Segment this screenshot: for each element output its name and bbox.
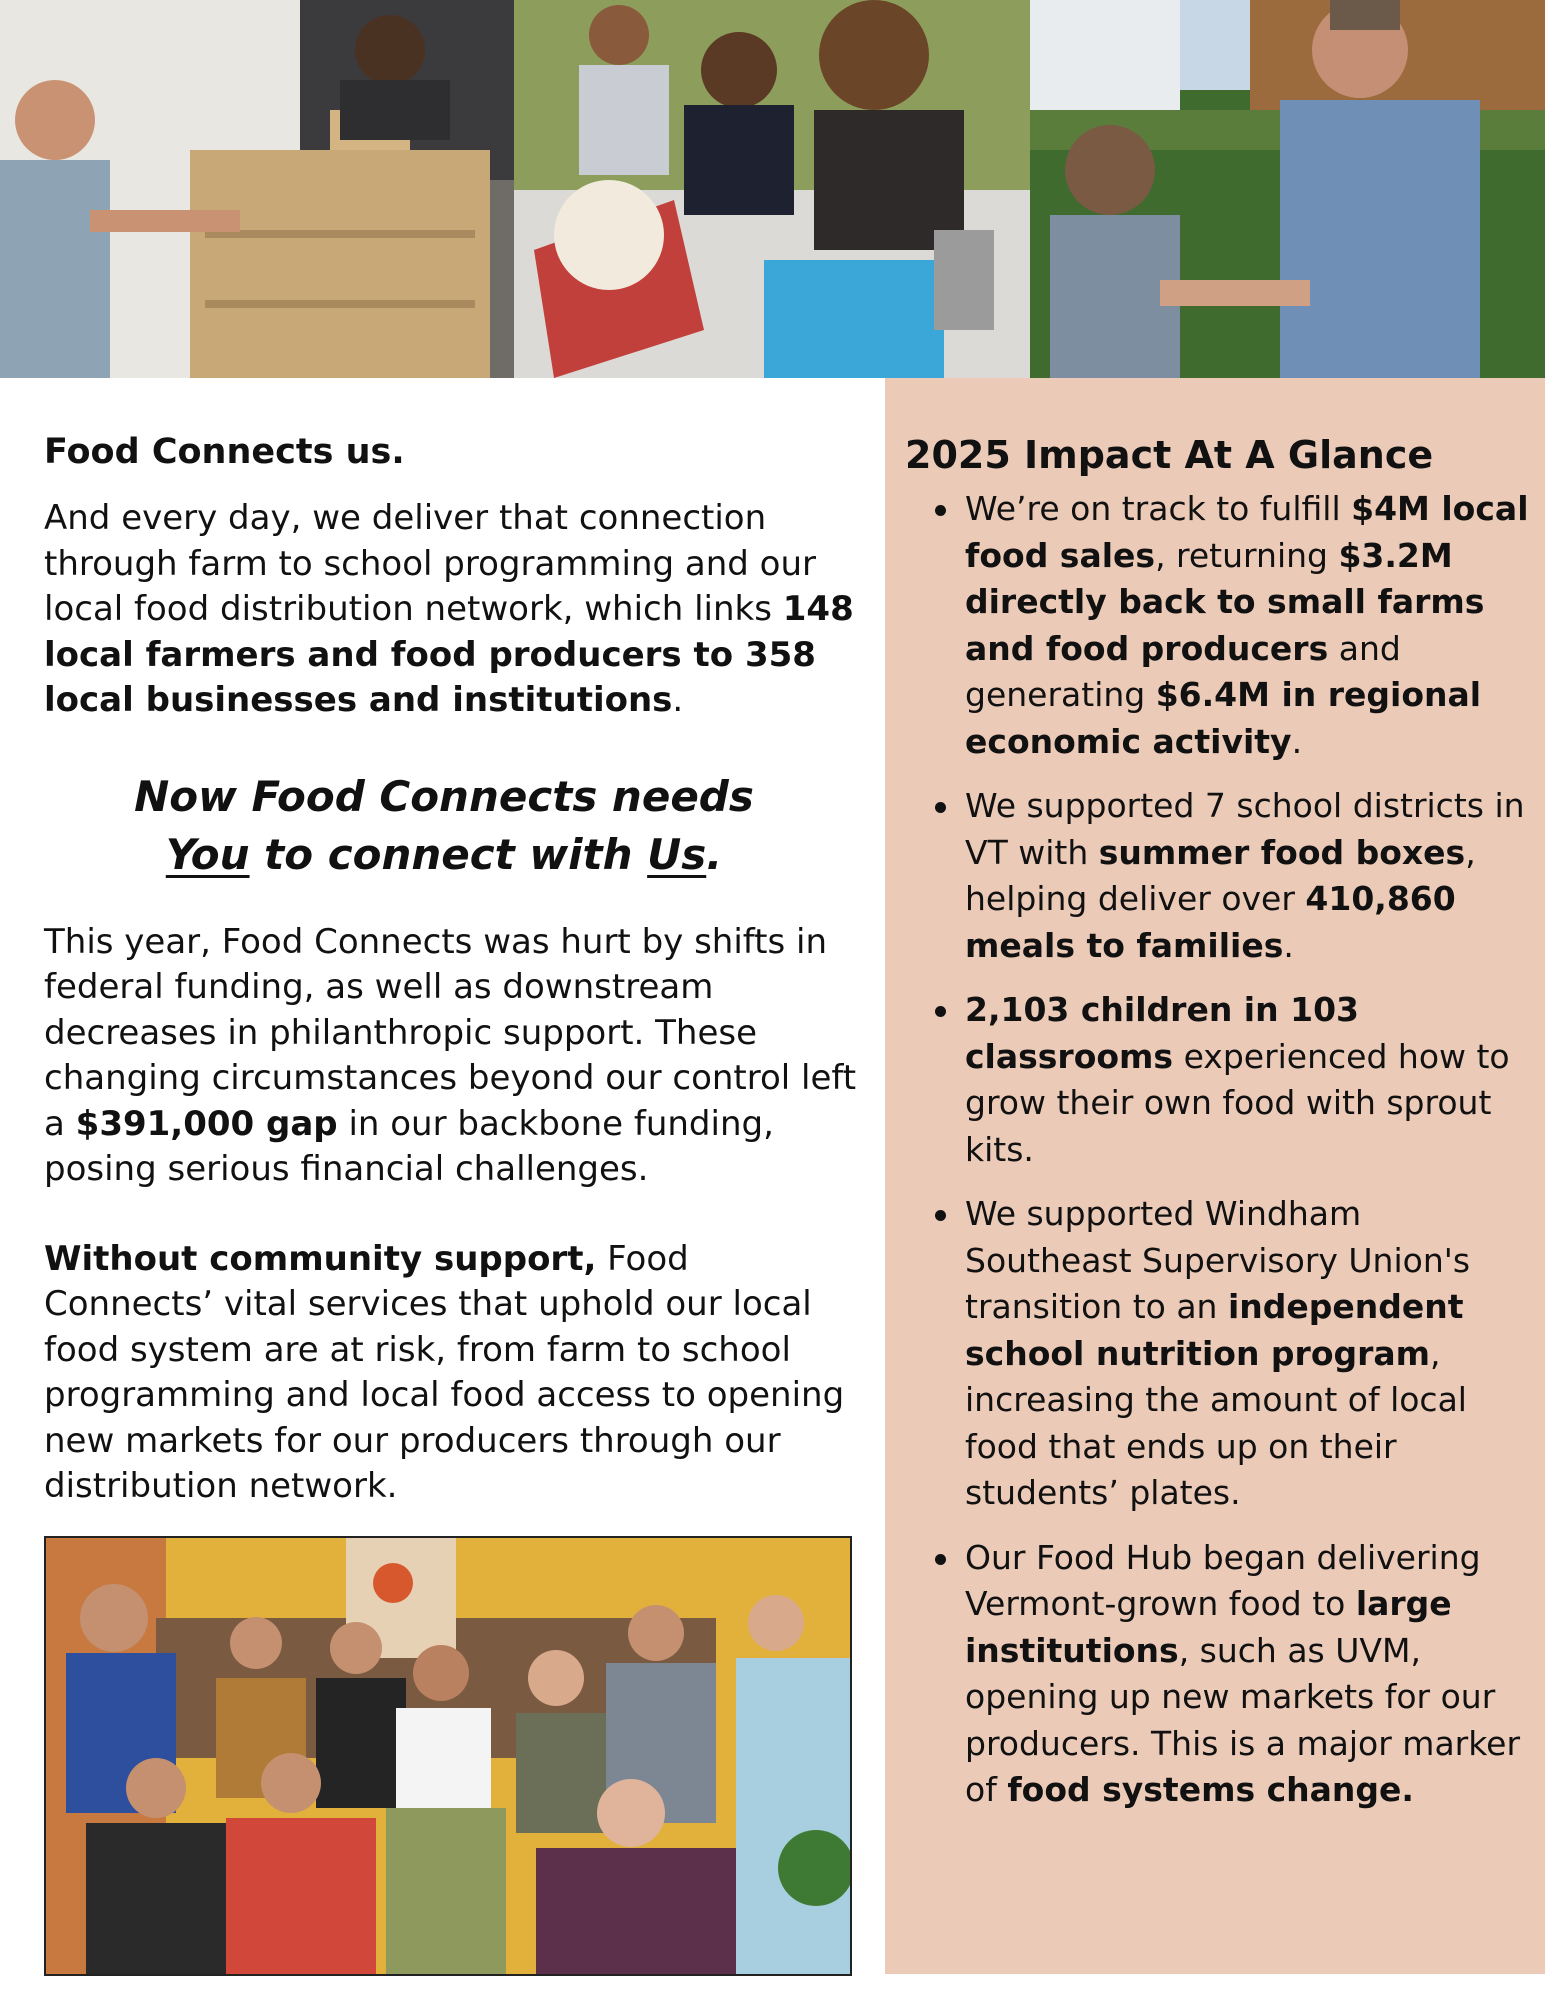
impact-text: and generating bbox=[965, 628, 1401, 714]
intro-text: And every day, we deliver that connection through farm to school programming and our local food distribution network, which links bbox=[44, 498, 817, 629]
impact-bold: large institutions bbox=[965, 1584, 1452, 1670]
impact-text: . bbox=[1283, 925, 1294, 965]
funding-text-end: in our backbone funding, posing serious financial challenges. bbox=[44, 1103, 774, 1189]
impact-bold: $6.4M in regional economic activity bbox=[965, 675, 1482, 761]
impact-list bbox=[965, 486, 1530, 1832]
impact-text: We supported 7 school districts in VT with bbox=[965, 786, 1525, 872]
impact-text: We’re on track to fulfill bbox=[965, 489, 1352, 528]
impact-item-nutrition-program bbox=[965, 1191, 1530, 1517]
impact-text: experienced how to grow their own food with sprout kits. bbox=[965, 1036, 1510, 1169]
impact-item-sprout-kits bbox=[965, 987, 1530, 1173]
photo-kids-cooking bbox=[514, 0, 1030, 378]
callout-mid: to connect with bbox=[249, 829, 648, 879]
lead-heading: Food Connects us. bbox=[44, 432, 405, 472]
callout-end: . bbox=[706, 829, 723, 879]
impact-text: . bbox=[1291, 721, 1303, 761]
photo-icon bbox=[514, 0, 1030, 378]
intro-text-end: . bbox=[672, 680, 684, 720]
impact-item-sales bbox=[965, 486, 1530, 765]
photo-icon bbox=[46, 1538, 850, 1974]
impact-bold: summer food boxes bbox=[1098, 832, 1466, 872]
funding-text: This year, Food Connects was hurt by shifts in federal funding, as well as downstream decreases in philanthropic support. These changing circumstances beyond our control left a bbox=[44, 921, 857, 1144]
impact-text: We supported Windham Southeast Supervisory Union's transition to an bbox=[965, 1194, 1471, 1326]
impact-bold: food systems change. bbox=[1007, 1770, 1414, 1809]
intro-paragraph bbox=[44, 496, 864, 724]
left-column bbox=[44, 430, 864, 1554]
photo-icon bbox=[0, 0, 514, 378]
support-bold: Without community support, bbox=[44, 1238, 597, 1279]
funding-gap-bold: $391,000 gap bbox=[75, 1103, 338, 1144]
callout-us: Us bbox=[647, 829, 707, 879]
intro-bold: 148 local farmers and food producers to 358 local businesses and institutions bbox=[44, 589, 854, 720]
callout-line-1: Now Food Connects needs bbox=[134, 771, 754, 821]
photo-farmers-field bbox=[1030, 0, 1545, 378]
funding-paragraph bbox=[44, 920, 864, 1193]
impact-text: , helping deliver over bbox=[965, 832, 1476, 918]
impact-item-institutions bbox=[965, 1535, 1530, 1814]
impact-text: , such as UVM, opening up new markets for our producers. This is a major marker of bbox=[965, 1630, 1521, 1809]
top-photo-strip bbox=[0, 0, 1545, 378]
photo-icon bbox=[1030, 0, 1545, 378]
impact-bold: $3.2M directly back to small farms and food producers bbox=[965, 535, 1485, 668]
impact-panel bbox=[885, 378, 1545, 1974]
photo-team-group bbox=[44, 1536, 852, 1976]
impact-bold: 410,860 meals to families bbox=[965, 879, 1456, 965]
impact-bold: 2,103 children in 103 classrooms bbox=[965, 990, 1359, 1076]
impact-bold: independent school nutrition program bbox=[965, 1287, 1464, 1373]
impact-bold: $4M local food sales bbox=[965, 489, 1529, 575]
support-text: Food Connects’ vital services that uphold our local food system are at risk, from farm to school programming and local food access to opening new markets for our producers through our distribution network. bbox=[44, 1238, 845, 1506]
photo-delivery-boxes bbox=[0, 0, 514, 378]
support-paragraph bbox=[44, 1237, 864, 1510]
callout-headline bbox=[44, 768, 844, 884]
impact-text: , returning bbox=[1155, 535, 1339, 575]
impact-title: 2025 Impact At A Glance bbox=[905, 433, 1434, 477]
impact-text: Our Food Hub began delivering Vermont-grown food to bbox=[965, 1537, 1481, 1623]
callout-you: You bbox=[165, 829, 250, 879]
impact-text: , increasing the amount of local food that ends up on their students’ plates. bbox=[965, 1333, 1467, 1512]
impact-item-summer-boxes bbox=[965, 783, 1530, 969]
